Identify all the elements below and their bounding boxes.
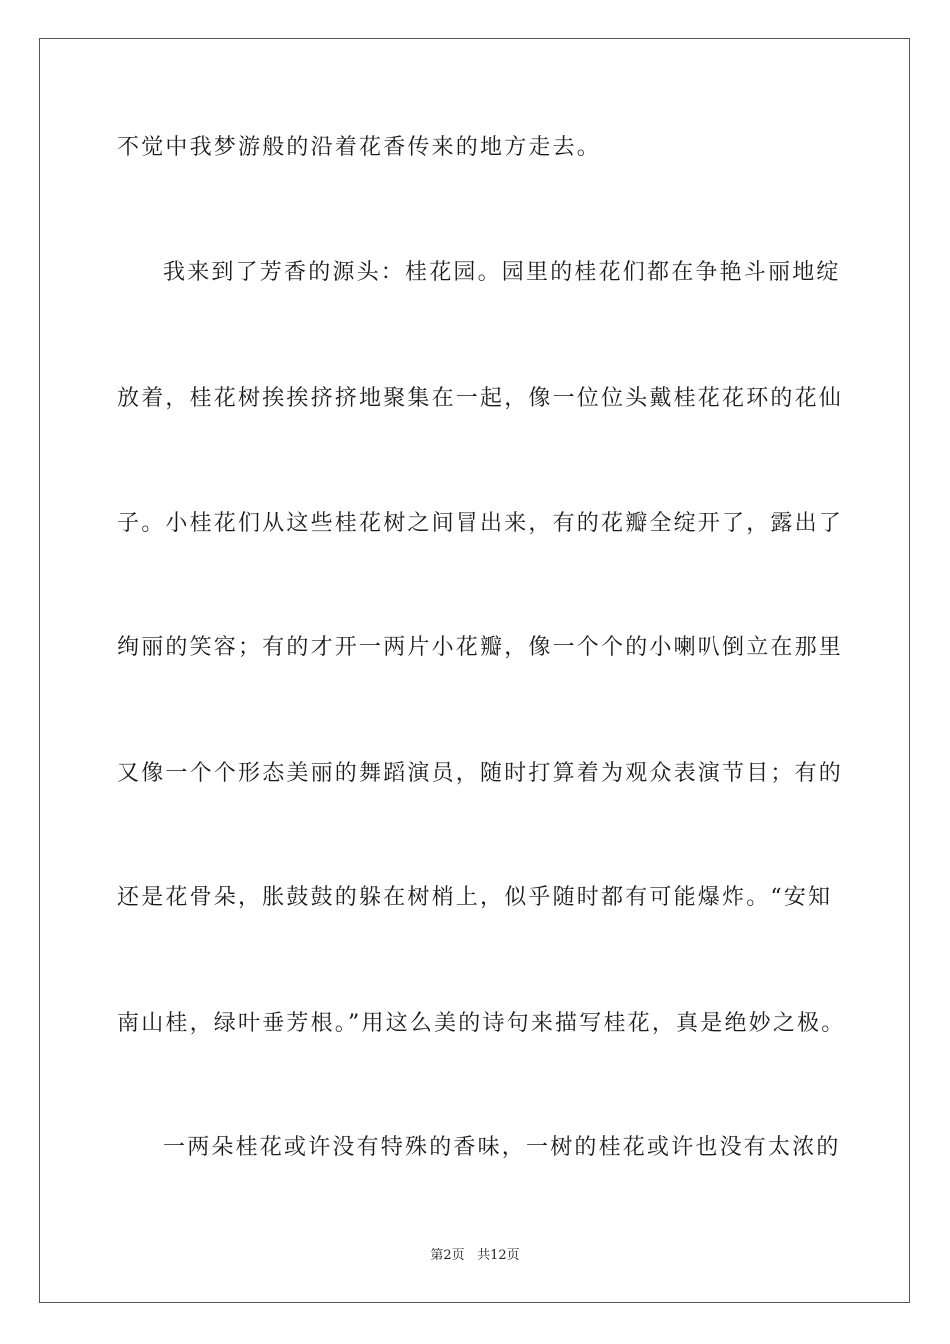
text-line: 南山桂，绿叶垂芳根。”用这么美的诗句来描写桂花，真是绝妙之极。 (117, 1011, 846, 1036)
text-line: 又像一个个形态美丽的舞蹈演员，随时打算着为观众表演节目；有的 (117, 761, 844, 786)
text-line: 不觉中我梦游般的沿着花香传来的地方走去。 (117, 135, 602, 160)
paragraph-start-line: 一两朵桂花或许没有特殊的香味，一树的桂花或许也没有太浓的 (163, 1135, 841, 1160)
page-number: 第2页 (430, 1248, 465, 1263)
text-line: 绚丽的笑容；有的才开一两片小花瓣，像一个个的小喇叭倒立在那里 (117, 635, 844, 660)
text-line: 放着，桂花树挨挨挤挤地聚集在一起，像一位位头戴桂花花环的花仙 (117, 386, 844, 411)
paragraph-start-line: 我来到了芳香的源头：桂花园。园里的桂花们都在争艳斗丽地绽 (163, 260, 841, 285)
page-border (39, 38, 910, 1303)
page-footer (0, 1247, 950, 1265)
text-line: 还是花骨朵，胀鼓鼓的躲在树梢上，似乎随时都有可能爆炸。“安知 (117, 885, 833, 910)
text-line: 子。小桂花们从这些桂花树之间冒出来，有的花瓣全绽开了，露出了 (117, 511, 844, 536)
total-pages: 共12页 (477, 1248, 520, 1263)
